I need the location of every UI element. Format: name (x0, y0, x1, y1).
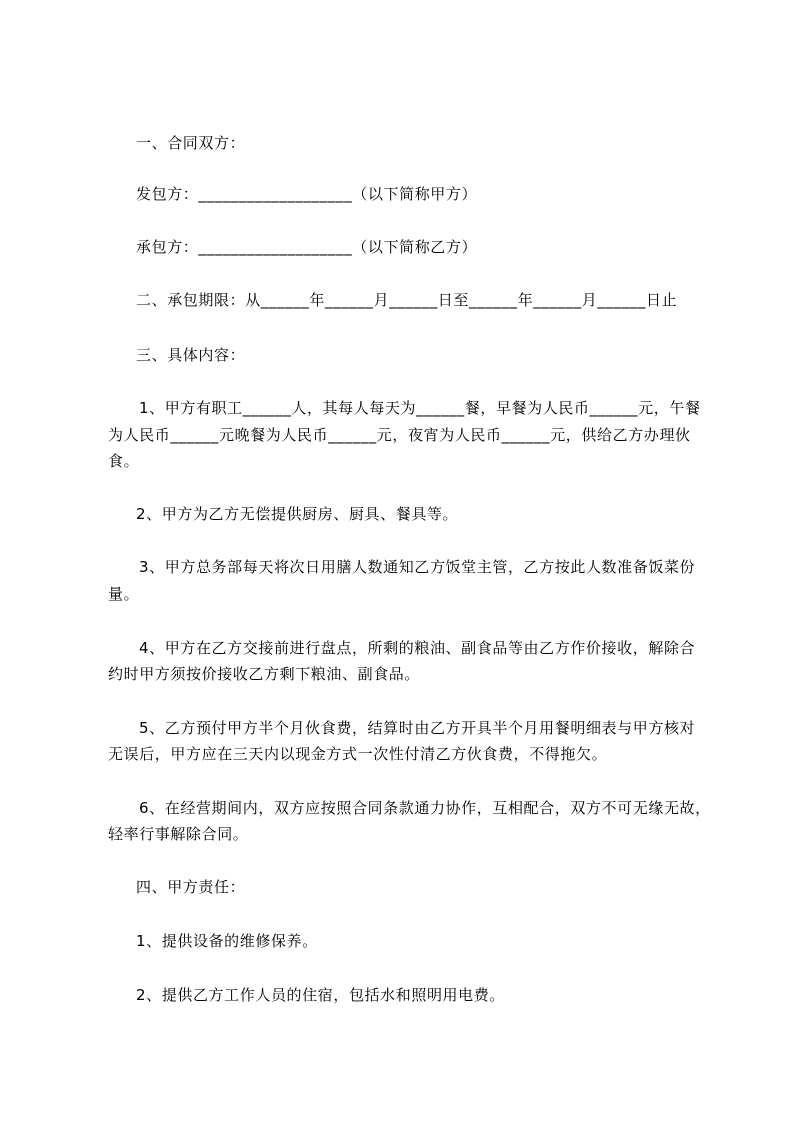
section1-heading: 一、合同双方： (136, 134, 246, 152)
item6-line2: 轻率行事解除合同。 (108, 825, 249, 843)
item4-line2: 约时甲方须按价接收乙方剩下粮油、副食品。 (108, 665, 421, 683)
item3-line2: 量。 (108, 585, 140, 603)
item6-line1: 6、在经营期间内，双方应按照合同条款通力协作，互相配合，双方不可无缘无故， (139, 799, 711, 817)
party-a-line: 发包方：___________________（以下简称甲方） (136, 185, 478, 203)
item1-line3: 食。 (108, 452, 140, 470)
item1-line2: 为人民币______元晚餐为人民币______元，夜宵为人民币______元，供给乙方办理伙 (108, 426, 691, 444)
item5-line1: 5、乙方预付甲方半个月伙食费，结算时由乙方开具半个月用餐明细表与甲方核对 (139, 719, 696, 737)
item4-line1: 4、甲方在乙方交接前进行盘点，所剩的粮油、副食品等由乙方作价接收，解除合 (139, 639, 696, 657)
section4-heading: 四、甲方责任： (136, 878, 246, 896)
item2-line: 2、甲方为乙方无偿提供厨房、厨具、餐具等。 (136, 505, 459, 523)
responsibility-2: 2、提供乙方工作人员的住宿，包括水和照明用电费。 (136, 986, 505, 1004)
item3-line1: 3、甲方总务部每天将次日用膳人数通知乙方饭堂主管，乙方按此人数准备饭菜份 (139, 558, 696, 576)
item1-line1: 1、甲方有职工______人，其每人每天为______餐，早餐为人民币______元，午餐 (139, 399, 701, 417)
contract-term-line: 二、承包期限：从______年______月______日至______年______月______日止 (136, 291, 678, 309)
party-b-line: 承包方：___________________（以下简称乙方） (136, 238, 478, 256)
section3-heading: 三、具体内容： (136, 346, 246, 364)
responsibility-1: 1、提供设备的维修保养。 (136, 932, 318, 950)
item5-line2: 无误后，甲方应在三天内以现金方式一次性付清乙方伙食费，不得拖欠。 (108, 745, 608, 763)
